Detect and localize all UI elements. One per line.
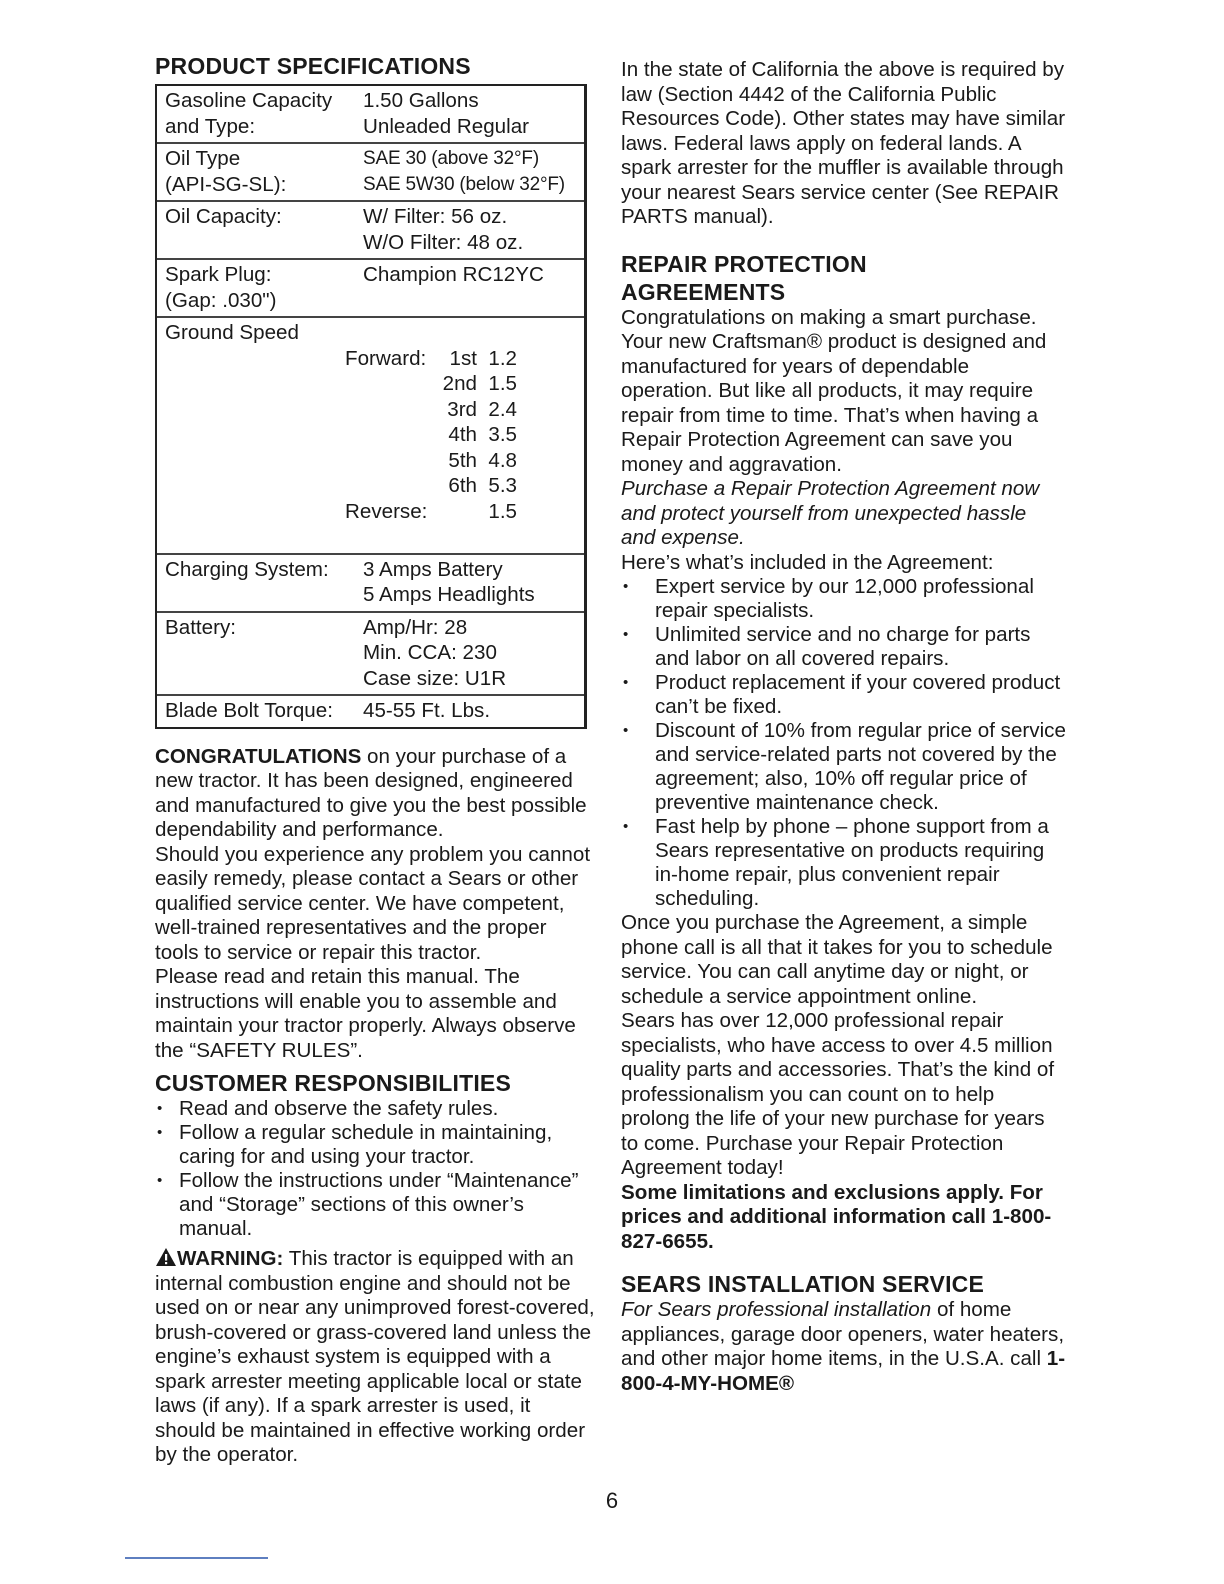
- list-item: • Fast help by phone – phone support from a Sears representative on products requiring in-home repair, plus convenient repair scheduling.: [621, 815, 1066, 911]
- spec-label: Spark Plug: (Gap: .030"): [165, 263, 277, 312]
- spec-label: Charging System:: [165, 557, 329, 581]
- spec-label: Gasoline Capacity and Type:: [165, 89, 333, 138]
- spec-label: Ground Speed: [165, 321, 299, 344]
- once-purchase-paragraph: Once you purchase the Agreement, a simple phone call is all that it takes for you to schedule service. You can call anytime day or night, or schedule a service appointment online.: [621, 911, 1053, 1008]
- customer-responsibilities-list: [155, 1097, 595, 1241]
- reverse-speed: 1.5: [488, 499, 517, 523]
- right-column: [621, 58, 1066, 1396]
- product-specifications-title: PRODUCT SPECIFICATIONS: [155, 53, 471, 79]
- gear-speed: 1.5: [488, 372, 517, 395]
- list-item: • Follow a regular schedule in maintaining, caring for and using your tractor.: [155, 1121, 595, 1169]
- gear-label: 3rd: [447, 397, 477, 421]
- spec-value: 1.50 Gallons Unleaded Regular: [363, 89, 530, 138]
- installation-italic: For Sears professional installation: [621, 1298, 932, 1321]
- spec-row-charging: [157, 555, 584, 613]
- gear-speed: 4.8: [488, 448, 517, 472]
- gear-speed: 5.3: [488, 474, 517, 497]
- list-item: • Expert service by our 12,000 professional repair specialists.: [621, 575, 1066, 623]
- warning-text: This tractor is equipped with an internal combustion engine and should not be used on or near any unimproved forest-covered, brush-covered or grass-covered land unless the engine’s exhaust system is equipped with a spark arrester meeting applicable local or state laws (if any). If a spark arrester is used, it should be maintained in effective working order by the operator.: [155, 1247, 595, 1466]
- included-paragraph: Here’s what’s included in the Agreement:: [621, 550, 994, 574]
- spec-label: Battery:: [165, 615, 236, 639]
- repair-intro-paragraph: Congratulations on making a smart purchase. Your new Craftsman® product is designed and manufactured for years of dependable operation. But like all products, it may require repair from time to time. That’s when having a Repair Protection Agreement can save you money and aggravation.: [621, 305, 1047, 476]
- limitations-paragraph: Some limitations and exclusions apply. For prices and additional information call 1-800-827-6655.: [621, 1180, 1052, 1253]
- list-item: • Read and observe the safety rules.: [155, 1097, 595, 1121]
- congratulations-paragraph: [155, 745, 595, 843]
- spec-value: W/ Filter: 56 oz. W/O Filter: 48 oz.: [363, 205, 524, 254]
- congratulations-heading: CONGRATULATIONS: [155, 744, 362, 768]
- gear-speed: 1.2: [488, 346, 517, 370]
- spec-label: Oil Capacity:: [165, 205, 282, 228]
- repair-title-line-2: AGREEMENTS: [621, 278, 786, 305]
- list-item: • Unlimited service and no charge for parts and labor on all covered repairs.: [621, 623, 1066, 671]
- spec-row-blade-bolt: [157, 696, 584, 727]
- gear-speed: 3.5: [488, 423, 517, 446]
- repair-protection-title: [621, 250, 1066, 306]
- installation-paragraph: [621, 1298, 1066, 1396]
- spec-value: 45-55 Ft. Lbs.: [363, 699, 491, 722]
- sears-specialists-paragraph: Sears has over 12,000 professional repair specialists, who have access to over 4.5 million quality parts and accessories. That’s the kind of professionalism you can count on to help prolong the life of your new purchase for years to come. Purchase your Repair Protection Agreement today!: [621, 1009, 1055, 1179]
- spec-row-battery: [157, 613, 584, 697]
- spec-row-spark-plug: [157, 260, 584, 318]
- spec-value: Amp/Hr: 28 Min. CCA: 230 Case size: U1R: [363, 615, 507, 690]
- list-item: • Discount of 10% from regular price of service and service-related parts not covered by the agreement; also, 10% off regular price of preventive maintenance check.: [621, 719, 1066, 815]
- reverse-label: Reverse:: [345, 499, 428, 523]
- list-item: • Product replacement if your covered product can’t be fixed.: [621, 671, 1066, 719]
- customer-responsibilities-title: CUSTOMER RESPONSIBILITIES: [155, 1070, 512, 1096]
- gear-speed: 2.4: [488, 397, 517, 421]
- left-column: [155, 52, 595, 1468]
- specifications-table: [155, 84, 587, 729]
- installation-service-title: SEARS INSTALLATION SERVICE: [621, 1271, 985, 1297]
- gear-label: 2nd: [442, 372, 477, 395]
- problem-paragraph: Should you experience any problem you cannot easily remedy, please contact a Sears or other qualified service center. We have competent, well-trained representatives and the proper tools to service or repair this tractor.: [155, 842, 591, 964]
- warning-icon: [155, 1247, 177, 1267]
- spec-value: Champion RC12YC: [363, 263, 544, 286]
- repair-benefits-list: [621, 575, 1066, 911]
- footer-divider: [125, 1557, 268, 1559]
- gear-label: 6th: [448, 474, 477, 497]
- repair-title-line-1: REPAIR PROTECTION: [621, 250, 867, 277]
- gear-label: 1st: [449, 346, 477, 370]
- spec-row-oil-type: [157, 144, 584, 202]
- spec-row-ground-speed: [157, 318, 584, 555]
- forward-label: Forward:: [345, 346, 427, 370]
- list-item: • Follow the instructions under “Maintenance” and “Storage” sections of this owner’s manual.: [155, 1169, 595, 1241]
- spec-label: Oil Type (API-SG-SL):: [165, 147, 287, 196]
- spec-row-gasoline: [157, 86, 584, 144]
- warning-paragraph: [155, 1247, 595, 1468]
- spec-value: SAE 30 (above 32°F) SAE 5W30 (below 32°F): [363, 148, 565, 195]
- gear-label: 4th: [448, 423, 477, 446]
- spec-label: Blade Bolt Torque:: [165, 699, 333, 722]
- ground-speed-values: [345, 320, 584, 550]
- read-manual-paragraph: Please read and retain this manual. The instructions will enable you to assemble and maintain your tractor properly. Always observe the “SAFETY RULES”.: [155, 965, 576, 1062]
- installation-phone: 1-800-4-MY-HOME®: [621, 1347, 1066, 1395]
- spec-value: 3 Amps Battery 5 Amps Headlights: [363, 557, 535, 606]
- congratulations-text: on your purchase of a new tractor. It has been designed, engineered and manufactured to give you the best possible dependability and performance.: [155, 744, 587, 841]
- warning-label: WARNING:: [177, 1247, 284, 1270]
- page-number: 6: [605, 1488, 619, 1513]
- spec-row-oil-capacity: [157, 202, 584, 260]
- gear-label: 5th: [448, 448, 477, 472]
- california-paragraph: In the state of California the above is required by law (Section 4442 of the California Public Resources Code). Other states may have similar laws. Federal laws apply on federal lands. A spark arrester for the muffler is available through your nearest Sears service center (See REPAIR PARTS manual).: [621, 58, 1066, 228]
- installation-text: of home appliances, garage door openers, water heaters, and other major home items, in the U.S.A. call: [621, 1298, 1065, 1370]
- repair-italic-paragraph: Purchase a Repair Protection Agreement now and protect yourself from unexpected hassle and expense.: [621, 477, 1040, 549]
- speed-grid: [345, 346, 584, 525]
